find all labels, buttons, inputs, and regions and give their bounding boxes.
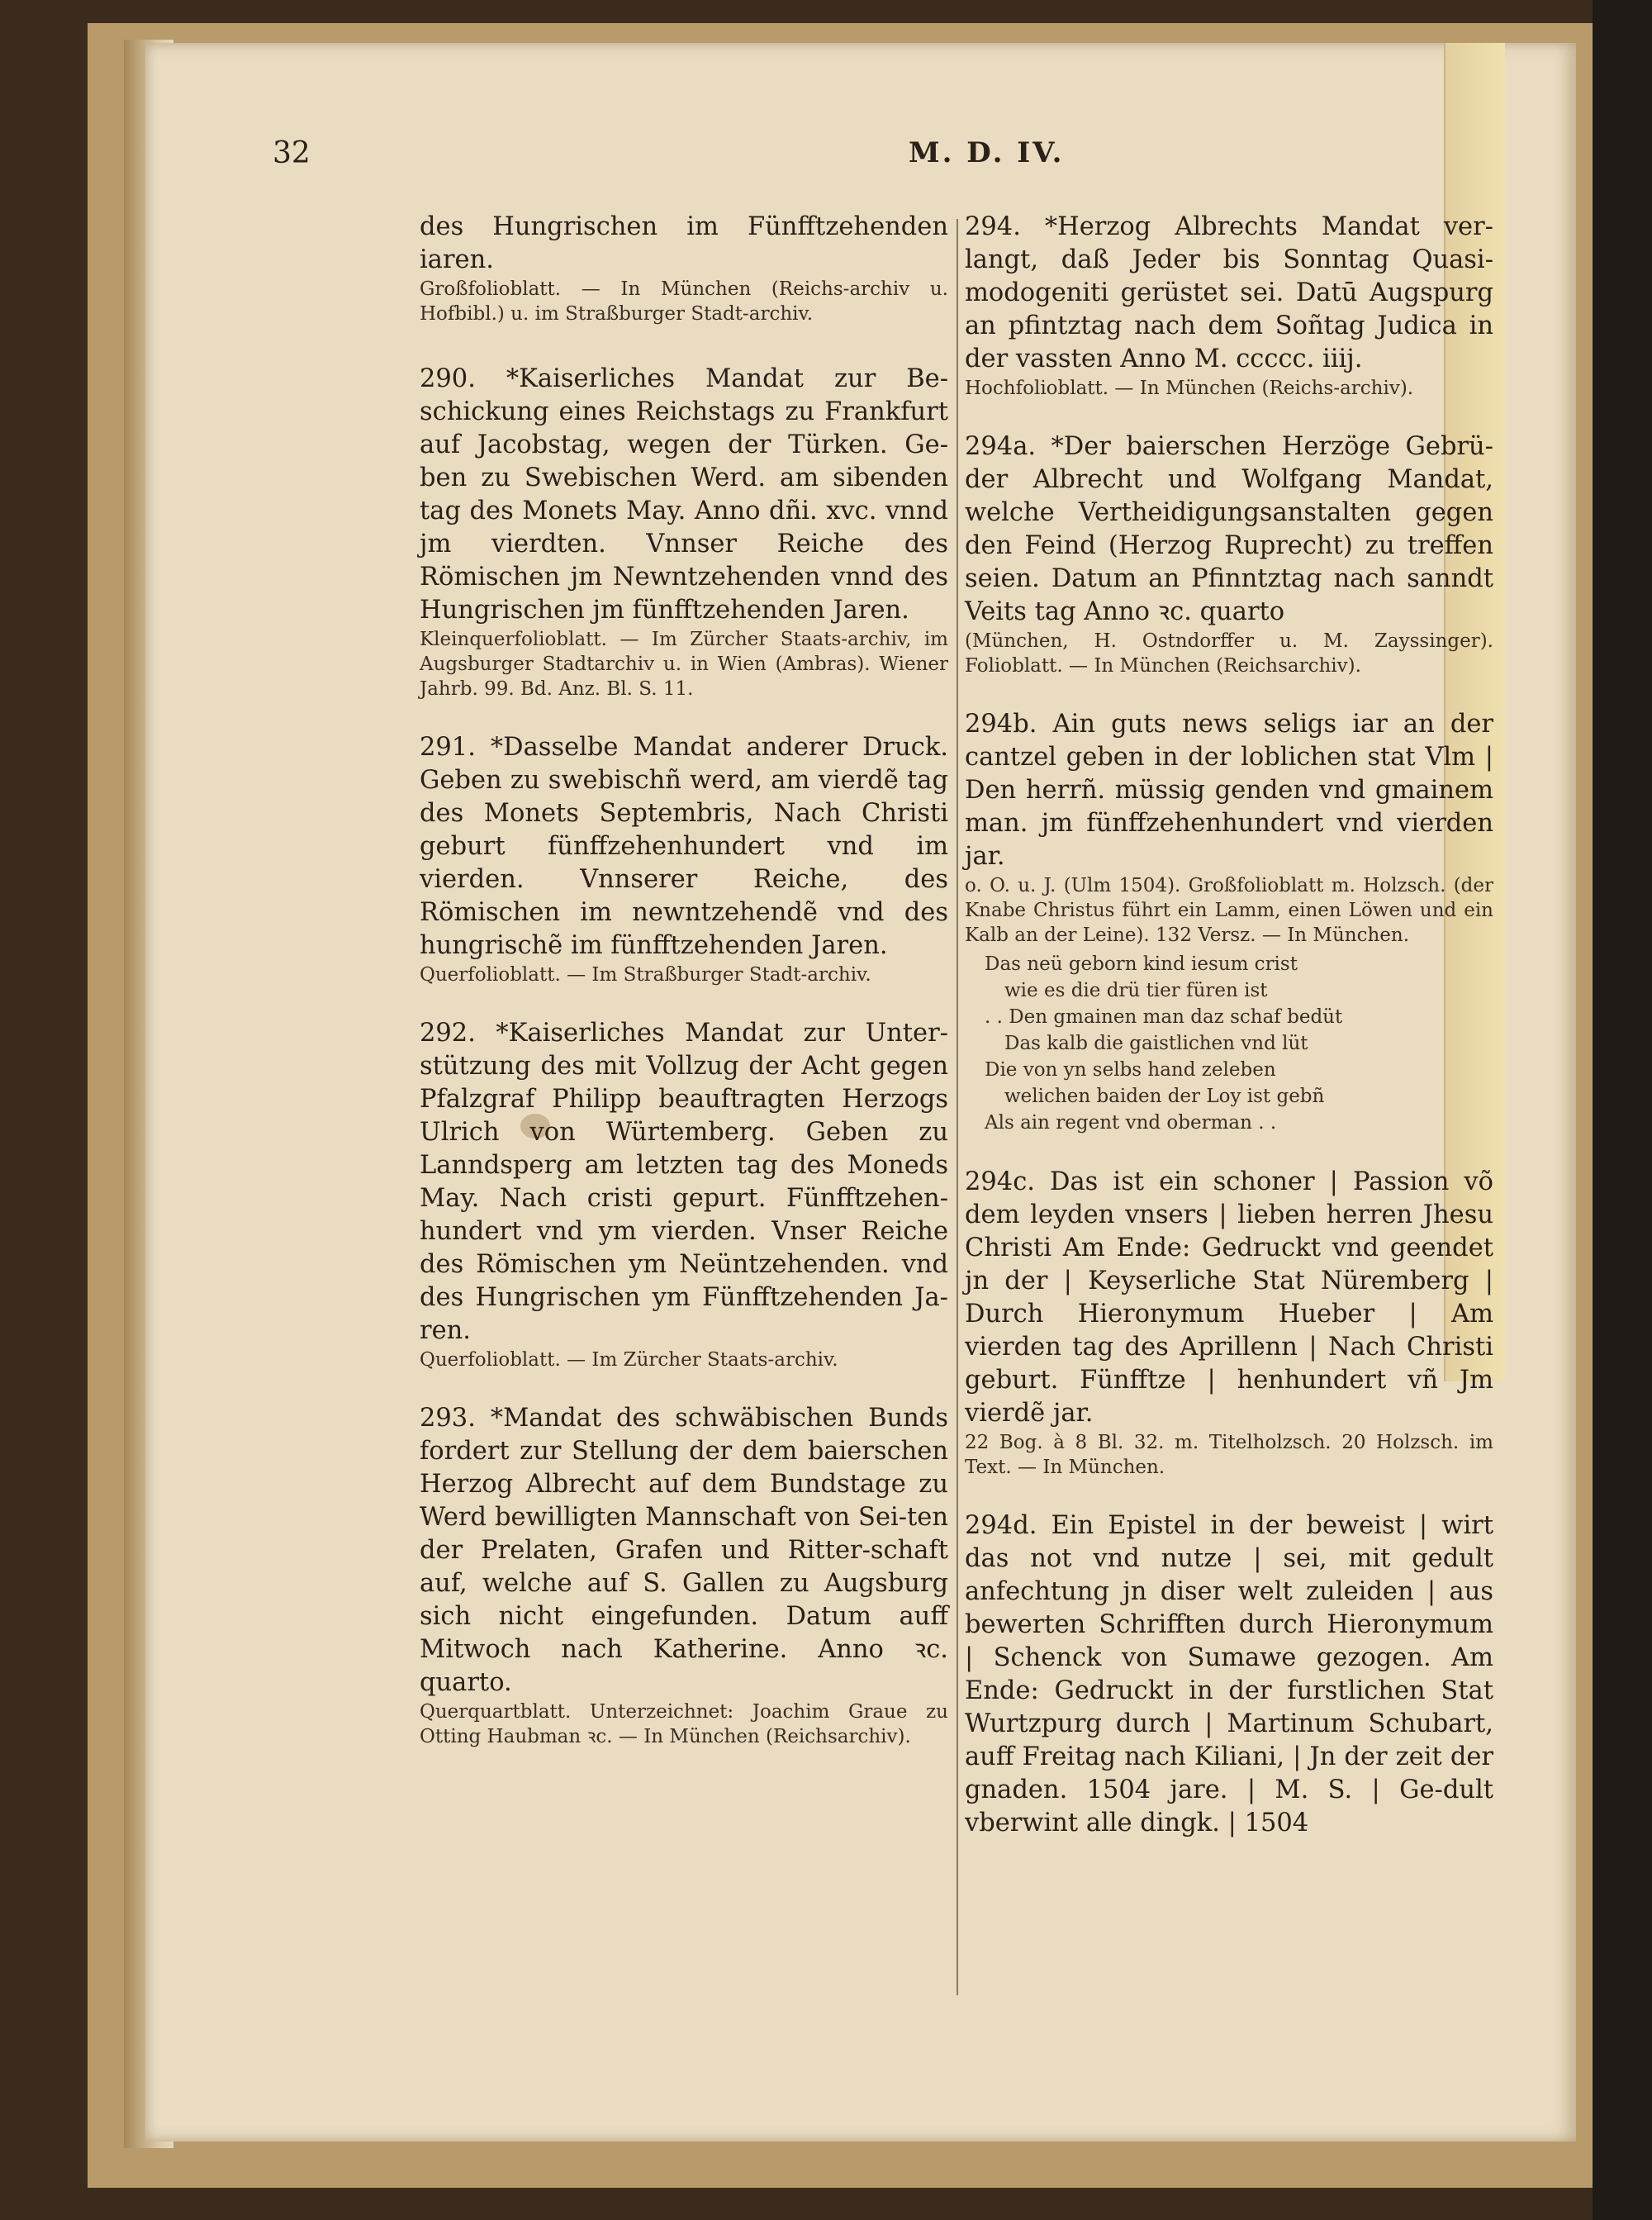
entry-text: 294a. *Der baierschen Herzöge Gebrü-der Albrecht und Wolfgang Mandat, welche Vertheidigungsanstalten gegen den Feind (Herzog Ruprecht) zu treffen seien. Datum an Pfinntztag nach sanndt Veits tag Anno ꝛc. quarto (965, 432, 1493, 626)
entry-294a (965, 430, 1493, 678)
entry-292 (420, 1017, 948, 1372)
entry-continuation (420, 211, 948, 326)
book-spine (1593, 0, 1652, 2220)
entry-290 (420, 363, 948, 701)
entry-note: 22 Bog. à 8 Bl. 32. m. Titelholzsch. 20 Holzsch. im Text. — In München. (965, 1432, 1493, 1478)
entry-text: 294d. Ein Epistel in der beweist | wirt das not vnd nutze | sei, mit gedult anfechtung jn diser welt zuleiden | aus bewerten Schrifften durch Hieronymum | Schenck von Sumawe gezogen. Am Ende: Gedruckt in der furstlichen Stat Wurtzpurg durch | Martinum Schubart, auff Freitag nach Kiliani, | Jn der zeit der gnaden. 1504 jare. | M. S. | Ge-dult vberwint alle dingk. | 1504 (965, 1511, 1493, 1837)
entry-note: Kleinquerfolioblatt. — Im Zürcher Staats-archiv, im Augsburger Stadtarchiv u. in Wien (Ambras). Wiener Jahrb. 99. Bd. Anz. Bl. S. 11. (420, 629, 948, 700)
entry-note: Querquartblatt. Unterzeichnet: Joachim Graue zu Otting Haubman ꝛc. — In München (Reichsarchiv). (420, 1701, 948, 1747)
entry-text: 294. *Herzog Albrechts Mandat ver-langt, daß Jeder bis Sonntag Quasi-modogeniti gerüstet sei. Datū Augspurg an pfintztag nach dem Soñtag Judica in der vassten Anno M. ccccc. iiij. (965, 212, 1493, 373)
entry-text: 292. *Kaiserliches Mandat zur Unter-stützung des mit Vollzug der Acht gegen Pfalzgraf Philipp beauftragten Herzogs Ulrich von Würtemberg. Geben zu Lanndsperg am letzten tag des Moneds May. Nach cristi gepurt. Fünfftzehen-hundert vnd ym vierden. Vnser Reiche des Römischen ym Neüntzehenden. vnd des Hungrischen ym Fünfftzehenden Ja-ren. (420, 1019, 948, 1345)
verse-line: Das neü geborn kind iesum crist (985, 953, 1298, 975)
entry-text: 290. *Kaiserliches Mandat zur Be-schickung eines Reichstags zu Frankfurt auf Jacobstag, wegen der Türken. Ge-ben zu Swebischen Werd. am sibenden tag des Monets May. Anno dñi. xvc. vnnd jm vierdten. Vnnser Reiche des Römischen jm Newntzehenden vnnd des Hungrischen jm fünfftzehenden Jaren. (420, 364, 948, 625)
right-column (965, 211, 1493, 1870)
entry-text: 294c. Das ist ein schoner | Passion võ dem leyden vnsers | lieben herren Jhesu Christi Am Ende: Gedruckt vnd geendet jn der | Keyserliche Stat Nüremberg | Durch Hieronymum Hueber | Am vierden tag des Aprillenn | Nach Christi geburt. Fünfftze | henhundert vñ Jm vierdẽ jar. (965, 1167, 1493, 1428)
entry-note: Großfolioblatt. — In München (Reichs-archiv u. Hofbibl.) u. im Straßburger Stadt-archiv. (420, 278, 948, 325)
verse-quote (965, 951, 1493, 1136)
entry-text: 294b. Ain guts news seligs iar an der cantzel geben in der loblichen stat Vlm | Den herrñ. müssig genden vnd gmainem man. jm fünffzehenhundert vnd vierden jar. (965, 710, 1493, 871)
page-header (273, 136, 1545, 186)
verse-line: . . Den gmainen man daz schaf bedüt (985, 1006, 1343, 1028)
entry-note: Hochfolioblatt. — In München (Reichs-archiv). (965, 378, 1414, 399)
running-head: M. D. IV. (909, 136, 1065, 169)
page-number: 32 (273, 136, 311, 170)
entry-294b (965, 708, 1493, 1136)
entry-note: o. O. u. J. (Ulm 1504). Großfolioblatt m. Holzsch. (der Knabe Christus führt ein Lamm, einen Löwen und ein Kalb an der Leine). 132 Versz. — In München. (965, 875, 1493, 946)
entry-text: des Hungrischen im Fünfftzehenden iaren. (420, 212, 948, 274)
verse-line: Die von yn selbs hand zeleben (985, 1059, 1276, 1081)
verse-line: Als ain regent vnd oberman . . (985, 1112, 1277, 1134)
entry-text: 291. *Dasselbe Mandat anderer Druck. Geben zu swebischñ werd, am vierdẽ tag des Monets Septembris, Nach Christi geburt fünffzehenhundert vnd im vierden. Vnnserer Reiche, des Römischen im newntzehendẽ vnd des hungrischẽ im fünfftzehenden Jaren. (420, 733, 948, 960)
verse-line: welichen baiden der Loy ist gebñ (1004, 1086, 1325, 1107)
column-divider (957, 219, 958, 1995)
entry-note: Querfolioblatt. — Im Zürcher Staats-archiv. (420, 1349, 838, 1371)
entry-293 (420, 1402, 948, 1749)
entry-text: 293. *Mandat des schwäbischen Bunds fordert zur Stellung der dem baierschen Herzog Albrecht auf dem Bundstage zu Werd bewilligten Mannschaft von Sei-ten der Prelaten, Grafen und Ritter-schaft auf, welche auf S. Gallen zu Augsburg sich nicht eingefunden. Datum auff Mitwoch nach Katherine. Anno ꝛc. quarto. (420, 1404, 948, 1697)
entry-294d (965, 1509, 1493, 1840)
verse-line: wie es die drü tier füren ist (1004, 980, 1268, 1001)
entry-note: Querfolioblatt. — Im Straßburger Stadt-archiv. (420, 964, 871, 986)
entry-note: (München, H. Ostndorffer u. M. Zayssinger). Folioblatt. — In München (Reichsarchiv). (965, 630, 1493, 677)
entry-294 (965, 211, 1493, 401)
entry-294c (965, 1166, 1493, 1480)
left-column (420, 211, 948, 1779)
entry-291 (420, 731, 948, 987)
verse-line: Das kalb die gaistlichen vnd lüt (1004, 1033, 1308, 1054)
